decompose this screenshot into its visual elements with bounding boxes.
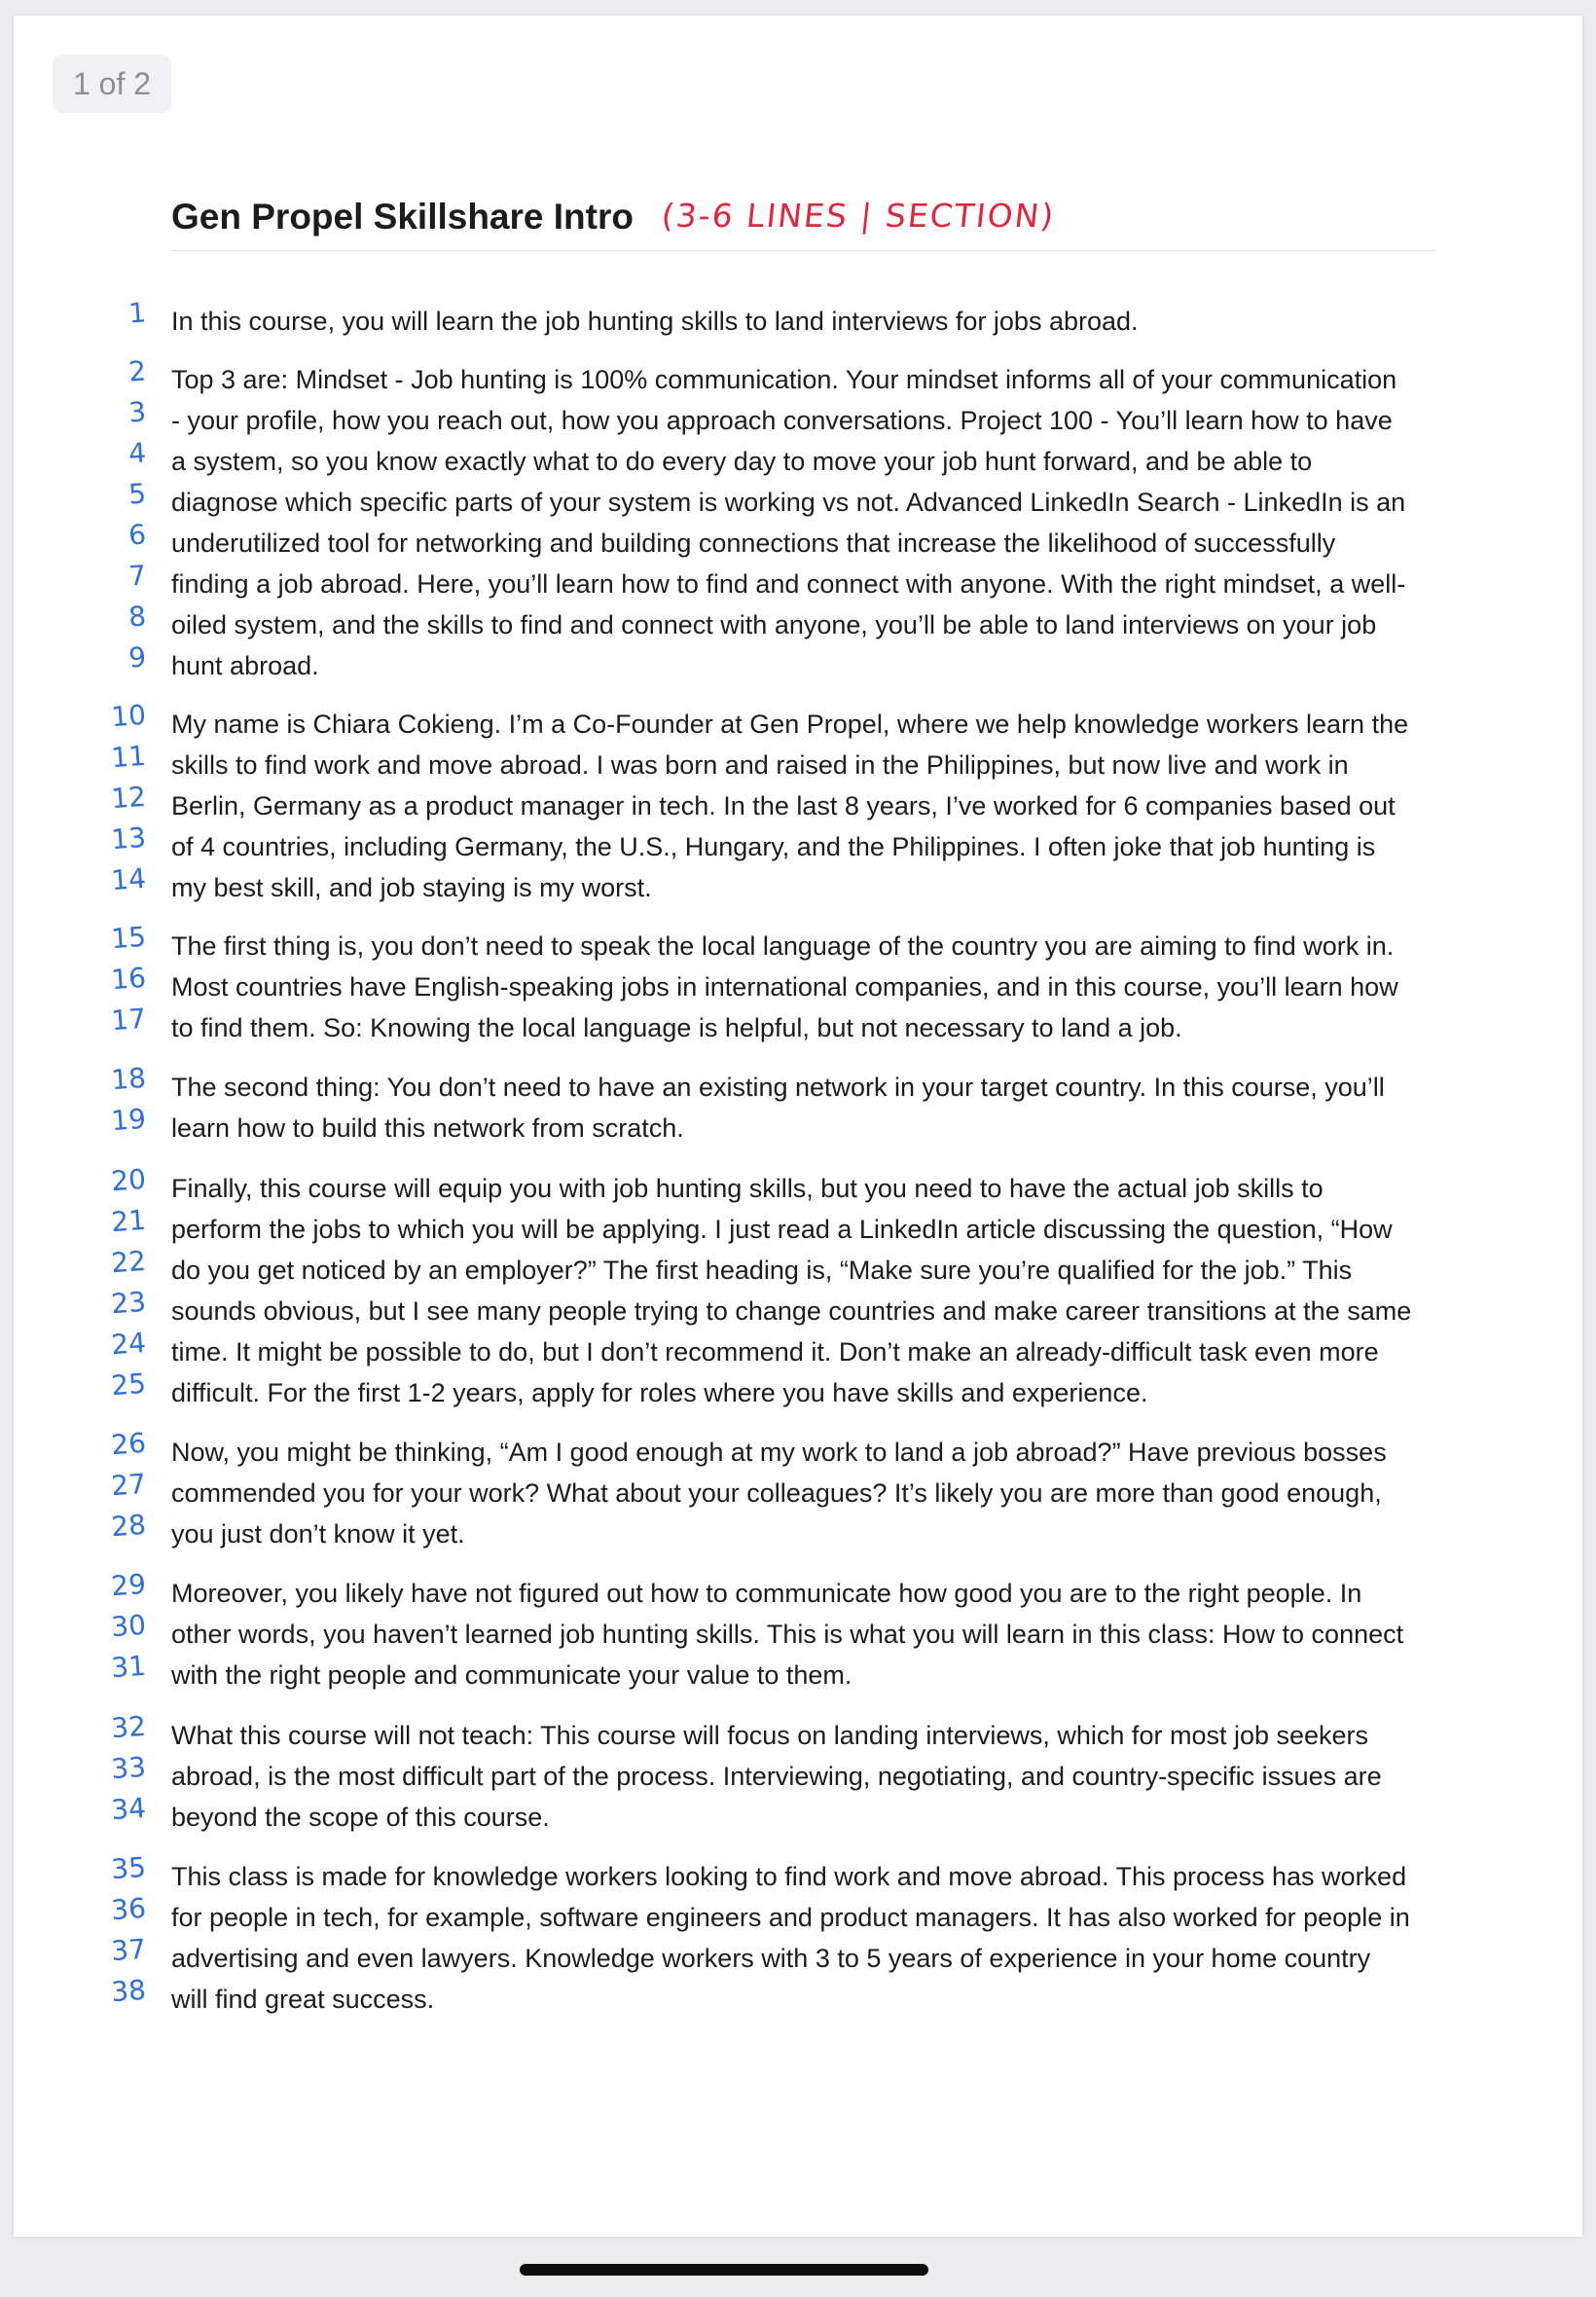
line-text: beyond the scope of this course. [171,1803,550,1832]
line-text: commended you for your work? What about your colleagues? It’s likely you are more than good enough, [171,1478,1382,1508]
line-text: The first thing is, you don’t need to speak the local language of the country you are aiming to find work in. [171,931,1395,961]
line-text: skills to find work and move abroad. I was born and raised in the Philippines, but now live and work in [171,750,1349,780]
handwritten-line-number: 20 [110,1162,148,1198]
handwritten-line-number: 23 [110,1285,148,1321]
handwritten-line-number: 9 [127,640,148,675]
line-text: abroad, is the most difficult part of the process. Interviewing, negotiating, and country-specific issues are [171,1762,1382,1791]
text-line [110,1426,1387,1473]
text-line [110,1467,1382,1513]
text-line [110,1244,1353,1291]
line-text: Berlin, Germany as a product manager in tech. In the last 8 years, I’ve worked for 6 companies based out [171,791,1396,820]
handwritten-line-number: 29 [110,1567,148,1603]
line-text: finding a job abroad. Here, you’ll learn how to find and connect with anyone. With the right mindset, a well- [171,569,1406,599]
handwritten-line-number: 4 [127,436,148,470]
handwritten-line-number: 33 [110,1750,148,1786]
handwritten-line-number: 2 [127,354,148,388]
text-line [110,1162,1324,1209]
text-line [110,1367,1148,1413]
line-text: Top 3 are: Mindset - Job hunting is 100% communication. Your mindset informs all of your communication [171,365,1397,394]
text-line [110,780,1396,826]
text-line [127,477,1406,523]
handwritten-line-number: 12 [110,780,148,816]
handwritten-line-number: 19 [110,1102,148,1138]
line-text: Moreover, you likely have not figured out how to communicate how good you are to the right people. In [171,1579,1362,1608]
handwritten-line-number: 17 [110,1002,148,1038]
document-page [14,16,1582,2237]
line-text: In this course, you will learn the job hunting skills to land interviews for jobs abroad. [171,307,1139,336]
line-text: diagnose which specific parts of your system is working vs not. Advanced LinkedIn Search - LinkedIn is an [171,488,1406,517]
line-text: will find great success. [171,1985,435,2014]
line-text: time. It might be possible to do, but I don’t recommend it. Don’t make an already-difficult task even more [171,1337,1379,1367]
line-text: difficult. For the first 1-2 years, apply for roles where you have skills and experience. [171,1378,1148,1407]
text-line [110,1102,684,1148]
text-line [127,436,1313,482]
line-text: This class is made for knowledge workers looking to find work and move abroad. This process has worked [171,1862,1407,1891]
line-text: learn how to build this network from scratch. [171,1113,684,1143]
line-text: hunt abroad. [171,651,319,680]
handwritten-line-number: 26 [110,1426,148,1462]
handwritten-line-number: 10 [110,698,148,734]
text-line [110,1002,1182,1048]
line-text: do you get noticed by an employer?” The first heading is, “Make sure you’re qualified for the job.” This [171,1256,1353,1285]
text-line [110,1850,1407,1897]
line-text: What this course will not teach: This course will focus on landing interviews, which for most job seekers [171,1721,1369,1750]
handwritten-line-number: 3 [127,395,148,429]
line-text: Finally, this course will equip you with job hunting skills, but you need to have the actual job skills to [171,1174,1324,1203]
handwritten-line-number: 27 [110,1467,148,1503]
text-line [110,1750,1382,1797]
text-line [110,1326,1379,1372]
home-indicator[interactable] [520,2264,928,2276]
text-line [110,1285,1412,1331]
line-text: sounds obvious, but I see many people trying to change countries and make career transitions at the same [171,1296,1412,1326]
title-divider [171,250,1436,251]
handwritten-line-number: 7 [127,559,148,593]
text-line [110,739,1349,785]
text-line [110,1932,1371,1979]
text-line [110,920,1395,966]
handwritten-line-number: 15 [110,920,148,956]
line-text: my best skill, and job staying is my worst. [171,873,652,902]
text-line [110,961,1398,1007]
handwritten-line-number: 38 [110,1973,148,2009]
handwritten-line-number: 13 [110,820,148,857]
handwritten-line-number: 11 [110,739,148,775]
text-line [110,1608,1404,1655]
line-text: - your profile, how you reach out, how you approach conversations. Project 100 - You’ll learn how to have [171,406,1393,435]
line-text: for people in tech, for example, software engineers and product managers. It has also worked for people in [171,1903,1410,1932]
handwritten-line-number: 6 [127,518,148,552]
line-text: oiled system, and the skills to find and connect with anyone, you’ll be able to land interviews on your job [171,610,1377,639]
handwritten-line-number: 14 [110,861,148,897]
line-text: other words, you haven’t learned job hunting skills. This is what you will learn in this class: How to connect [171,1620,1404,1649]
handwritten-line-number: 16 [110,961,148,997]
text-line [127,354,1397,400]
text-line [110,1567,1362,1614]
line-text: advertising and even lawyers. Knowledge workers with 3 to 5 years of experience in your home country [171,1944,1371,1973]
text-line [127,296,1139,342]
text-line [127,559,1406,604]
handwritten-title-annotation: (3-6 LINES | SECTION) [659,197,1058,235]
handwritten-line-number: 5 [127,477,148,511]
text-line [110,820,1376,867]
page-counter: 1 of 2 [53,55,171,113]
text-line [110,1709,1369,1756]
line-text: underutilized tool for networking and building connections that increase the likelihood of successfully [171,529,1336,558]
text-line [110,698,1409,745]
text-line [127,600,1377,645]
handwritten-line-number: 34 [110,1791,148,1827]
line-text: The second thing: You don’t need to have an existing network in your target country. In this course, you’ll [171,1073,1385,1102]
text-line [110,1973,435,2020]
text-line [127,640,319,686]
handwritten-line-number: 31 [110,1649,148,1685]
handwritten-line-number: 1 [127,296,148,330]
handwritten-line-number: 35 [110,1850,148,1886]
handwritten-line-number: 36 [110,1891,148,1927]
handwritten-line-number: 32 [110,1709,148,1745]
line-text: perform the jobs to which you will be applying. I just read a LinkedIn article discussing the question, “How [171,1215,1393,1244]
line-text: Now, you might be thinking, “Am I good enough at my work to land a job abroad?” Have previous bosses [171,1438,1387,1467]
handwritten-line-number: 8 [127,600,148,634]
handwritten-line-number: 21 [110,1203,148,1239]
handwritten-line-number: 28 [110,1508,148,1544]
text-line [127,518,1336,564]
handwritten-line-number: 18 [110,1061,148,1097]
text-line [110,1508,465,1554]
line-text: of 4 countries, including Germany, the U.S., Hungary, and the Philippines. I often joke that job hunting is [171,832,1376,861]
line-text: to find them. So: Knowing the local language is helpful, but not necessary to land a job. [171,1013,1182,1042]
text-line [127,395,1393,441]
text-line [110,1203,1393,1250]
line-text: My name is Chiara Cokieng. I’m a Co-Founder at Gen Propel, where we help knowledge workers learn the [171,710,1409,739]
line-text: with the right people and communicate your value to them. [171,1660,852,1690]
line-text: Most countries have English-speaking jobs in international companies, and in this course, you’ll learn how [171,972,1398,1002]
text-line [110,1891,1410,1938]
text-line [110,1649,852,1695]
handwritten-line-number: 22 [110,1244,148,1280]
handwritten-line-number: 25 [110,1367,148,1403]
handwritten-line-number: 24 [110,1326,148,1362]
text-line [110,861,652,908]
handwritten-line-number: 37 [110,1932,148,1968]
handwritten-line-number: 30 [110,1608,148,1644]
document-title: Gen Propel Skillshare Intro [171,197,634,237]
line-text: a system, so you know exactly what to do every day to move your job hunt forward, and be able to [171,447,1313,476]
text-line [110,1061,1385,1108]
line-text: you just don’t know it yet. [171,1519,465,1549]
text-line [110,1791,550,1838]
